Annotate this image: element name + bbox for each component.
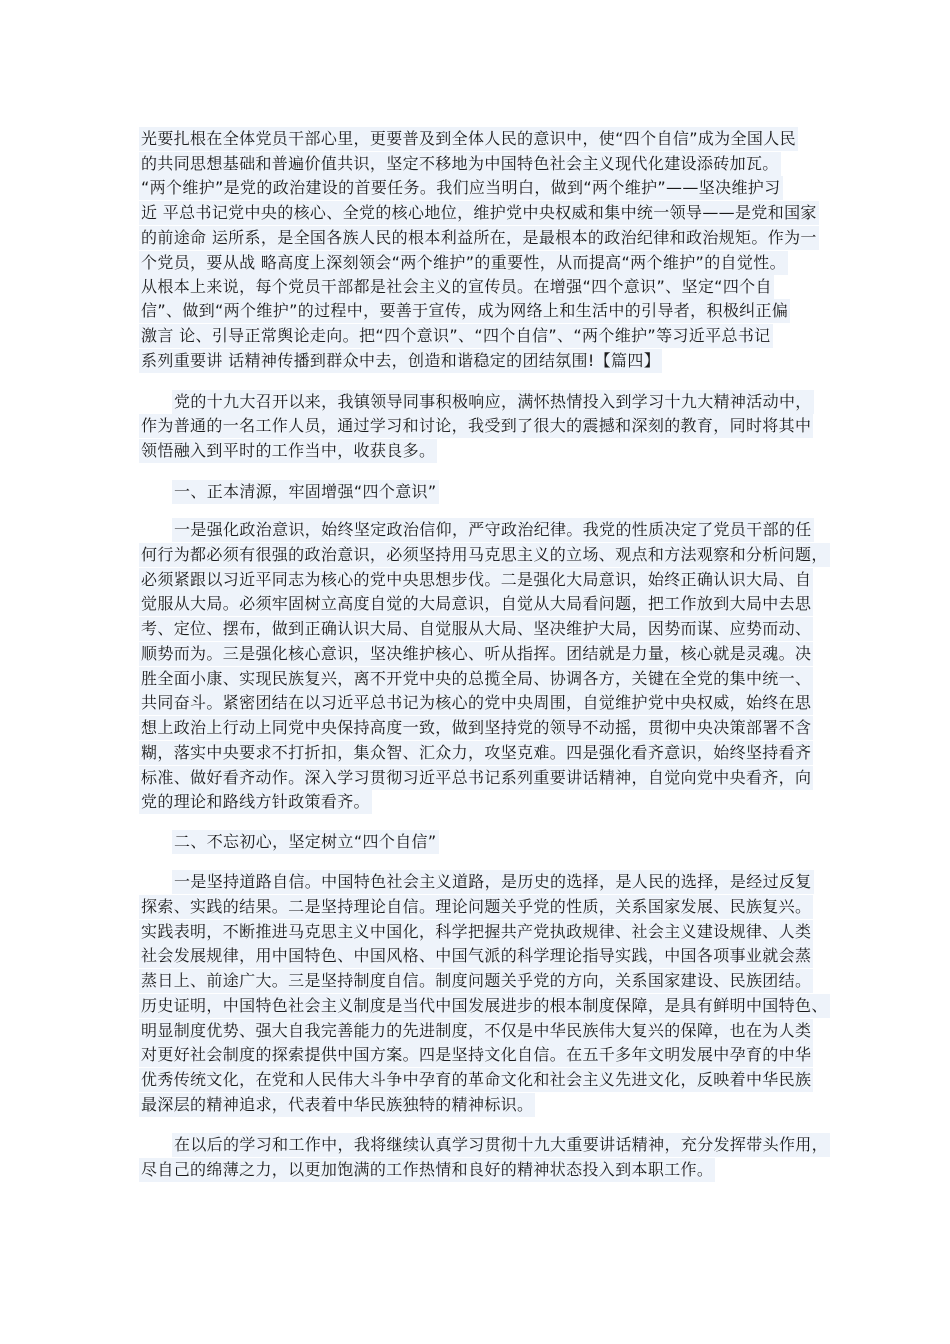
- text-line-content: “两个维护”是党的政治建设的首要任务。我们应当明白，做到“两个维护”——坚决维护习: [139, 176, 783, 200]
- text-line-content: 信”、做到“两个维护”的过程中，要善于宣传，成为网络上和生活中的引导者，积极纠正偏: [139, 299, 790, 323]
- text-line-content: 明显制度优势、强大自我完善能力的先进制度，不仅是中华民族伟大复兴的保障，也在为人类: [139, 1019, 813, 1043]
- section-heading: [172, 830, 439, 854]
- text-line: [139, 299, 790, 323]
- text-line-content: 糊，落实中央要求不打折扣，集众智、汇众力，攻坚克难。四是强化看齐意识，始终坚持看齐: [139, 741, 813, 765]
- text-line-content: 党的十九大召开以来，我镇领导同事积极响应，满怀热情投入到学习十九大精神活动中，: [172, 390, 814, 414]
- text-line-content: 从根本上来说，每个党员干部都是社会主义的宣传员。在增强“四个意识”、坚定“四个自: [139, 275, 774, 299]
- text-line: [172, 870, 814, 894]
- text-line: [139, 592, 813, 616]
- text-line: [139, 152, 781, 176]
- text-line-content: 社会发展规律，用中国特色、中国风格、中国气派的科学理论指导实践，中国各项事业就会蒸: [139, 944, 813, 968]
- text-line-content: 近 平总书记党中央的核心、全党的核心地位，维护党中央权威和集中统一领导——是党和国家: [139, 201, 819, 225]
- text-line: [139, 324, 773, 348]
- text-line: [139, 1093, 535, 1117]
- text-line: [139, 226, 819, 250]
- text-line-content: 必须紧跟以习近平同志为核心的党中央思想步伐。二是强化大局意识，始终正确认识大局、自: [139, 568, 813, 592]
- text-line: [139, 1068, 813, 1092]
- text-line: [172, 390, 814, 414]
- text-line: [139, 766, 813, 790]
- text-line-content: 最深层的精神追求，代表着中华民族独特的精神标识。: [139, 1093, 535, 1117]
- text-line: [139, 790, 372, 814]
- text-line-content: 光要扎根在全体党员干部心里，更要普及到全体人民的意识中，使“四个自信”成为全国人民: [139, 127, 798, 151]
- text-line-content: 共同奋斗。紧密团结在以习近平总书记为核心的党中央周围，自觉维护党中央权威，始终在思: [139, 691, 813, 715]
- text-line: [139, 439, 437, 463]
- text-line-content: 党的理论和路线方针政策看齐。: [139, 790, 372, 814]
- text-line-content: 激言 论、引导正常舆论走向。把“四个意识”、“四个自信”、“两个维护”等习近平总书记: [139, 324, 773, 348]
- text-line: [139, 994, 830, 1018]
- text-line-content: 标准、做好看齐动作。深入学习贯彻习近平总书记系列重要讲话精神，自觉向党中央看齐，向: [139, 766, 813, 790]
- text-line: [139, 716, 813, 740]
- text-line-content: 领悟融入到平时的工作当中，收获良多。: [139, 439, 437, 463]
- text-line: [139, 617, 813, 641]
- text-line-content: 探索、实践的结果。二是坚持理论自信。理论问题关乎党的性质，关系国家发展、民族复兴。: [139, 895, 813, 919]
- text-line-content: 一是坚持道路自信。中国特色社会主义道路，是历史的选择，是人民的选择，是经过反复: [172, 870, 814, 894]
- text-line-content: 的前途命 运所系，是全国各族人民的根本利益所在，是最根本的政治纪律和政治规矩。作为一: [139, 226, 819, 250]
- text-line: [139, 920, 813, 944]
- text-line-content: 考、定位、摆布，做到正确认识大局、自觉服从大局、坚决维护大局，因势而谋、应势而动、: [139, 617, 813, 641]
- text-line-content: 想上政治上行动上同党中央保持高度一致，做到坚持党的领导不动摇，贯彻中央决策部署不含: [139, 716, 813, 740]
- text-line-content: 觉服从大局。必须牢固树立高度自觉的大局意识，自觉从大局看问题，把工作放到大局中去思: [139, 592, 813, 616]
- text-line-content: 一是强化政治意识，始终坚定政治信仰，严守政治纪律。我党的性质决定了党员干部的任: [172, 518, 814, 542]
- text-line: [139, 201, 819, 225]
- text-line-content: 胜全面小康、实现民族复兴，离不开党中央的总揽全局、协调各方，关键在全党的集中统一、: [139, 667, 813, 691]
- text-line-content: 优秀传统文化，在党和人民伟大斗争中孕育的革命文化和社会主义先进文化，反映着中华民族: [139, 1068, 813, 1092]
- text-line-content: 作为普通的一名工作人员，通过学习和讨论，我受到了很大的震撼和深刻的教育，同时将其中: [139, 414, 813, 438]
- text-line: [139, 568, 813, 592]
- text-line-content: 何行为都必须有很强的政治意识，必须坚持用马克思主义的立场、观点和方法观察和分析问题，: [139, 543, 830, 567]
- section-heading-text: 一、正本清源，牢固增强“四个意识”: [172, 480, 439, 504]
- text-line: [139, 349, 662, 373]
- text-line: [139, 741, 813, 765]
- text-line-content: 在以后的学习和工作中，我将继续认真学习贯彻十九大重要讲话精神，充分发挥带头作用，: [172, 1133, 830, 1157]
- text-line: [139, 642, 813, 666]
- section-heading: [172, 480, 439, 504]
- text-line: [139, 969, 813, 993]
- section-heading-text: 二、不忘初心，坚定树立“四个自信”: [172, 830, 439, 854]
- text-line: [139, 251, 788, 275]
- text-line-content: 对更好社会制度的探索提供中国方案。四是坚持文化自信。在五千多年文明发展中孕育的中华: [139, 1043, 813, 1067]
- text-line-content: 尽自己的绵薄之力，以更加饱满的工作热情和良好的精神状态投入到本职工作。: [139, 1158, 715, 1182]
- text-line-content: 个党员，要从战 略高度上深刻领会“两个维护”的重要性，从而提高“两个维护”的自觉性。: [139, 251, 788, 275]
- text-line: [172, 1133, 830, 1157]
- text-line: [139, 275, 774, 299]
- text-line: [139, 414, 813, 438]
- text-line-content: 实践表明，不断推进马克思主义中国化，科学把握共产党执政规律、社会主义建设规律、人类: [139, 920, 813, 944]
- text-line: [139, 1043, 813, 1067]
- text-line-content: 的共同思想基础和普遍价值共识，坚定不移地为中国特色社会主义现代化建设添砖加瓦。: [139, 152, 781, 176]
- text-line: [139, 176, 783, 200]
- text-line: [172, 518, 814, 542]
- text-line: [139, 1158, 715, 1182]
- text-line-content: 系列重要讲 话精神传播到群众中去，创造和谐稳定的团结氛围!【篇四】: [139, 349, 662, 373]
- text-line-content: 蒸日上、前途广大。三是坚持制度自信。制度问题关乎党的方向，关系国家建设、民族团结。: [139, 969, 813, 993]
- text-line: [139, 895, 813, 919]
- text-line: [139, 944, 813, 968]
- text-line: [139, 543, 830, 567]
- text-line-content: 历史证明，中国特色社会主义制度是当代中国发展进步的根本制度保障，是具有鲜明中国特色、: [139, 994, 830, 1018]
- text-line-content: 顺势而为。三是强化核心意识，坚决维护核心、听从指挥。团结就是力量，核心就是灵魂。决: [139, 642, 813, 666]
- text-line: [139, 127, 798, 151]
- text-line: [139, 667, 813, 691]
- text-line: [139, 691, 813, 715]
- text-line: [139, 1019, 813, 1043]
